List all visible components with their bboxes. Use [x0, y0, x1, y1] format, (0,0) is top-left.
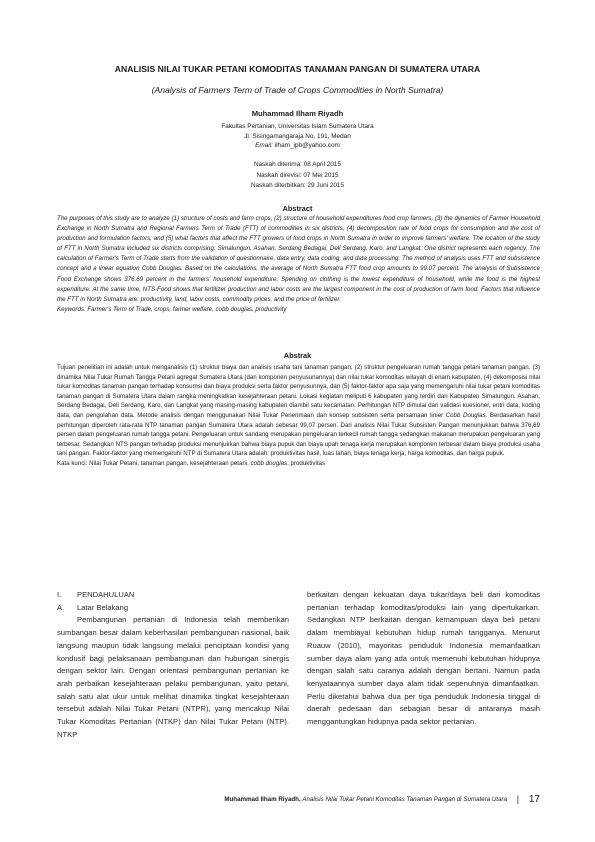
subsection-title: Latar Belakang — [77, 602, 129, 612]
abstract-id-body-2: Berdasarkan hasil perhitungan diperoleh rata-rata NTP tanaman pangan Sumatera Utara adalah sebesar 99,07 persen. Dari analisis Nilai Tukar Subsisten Pangan menunjukkan bahwa 376,69 persen dalam pengeluaran rumah tangga petani. Pengeluaran untuk sandang merupakan pengeluaran terkecil rumah tangga sedangkan makanan merupakan pengeluaran yang terbesar. Sedangkan NTS pangan terhadap produksi menunjukkan bahwa biaya pupuk dan biaya upah tenaga kerja merupakan komponen terbesar dalam biaya produksi usaha tani pangan. Faktor-faktor yang memengaruhi NTP di Sumatera Utara adalah: produktivitas hasil, luas lahan, biaya tenaga kerja, harga komoditas, dan harga pupuk. — [57, 411, 541, 458]
section-number: I. — [57, 590, 62, 599]
section-title: PENDAHULUAN — [77, 590, 135, 599]
keywords-end: , produktivitas — [287, 459, 326, 467]
abstract-en-keywords: Keywords: Farmer's Term of Trade, crops, farmer welfare, cobb douglas, productivity — [57, 305, 287, 313]
page-number: 17 — [528, 794, 540, 805]
paper-title: ANALISIS NILAI TUKAR PETANI KOMODITAS TANAMAN PANGAN DI SUMATERA UTARA — [114, 64, 481, 74]
date-revised: Naskah direvisi: 07 Mei 2015 — [256, 171, 339, 179]
keywords-italic: cobb douglas — [250, 459, 288, 467]
abstract-id-keywords — [57, 460, 325, 467]
abstract-id-heading: Abstrak — [283, 351, 312, 360]
abstract-id — [57, 363, 540, 469]
email-label: Email: — [255, 142, 273, 150]
affiliation-email — [40, 141, 555, 151]
paper-subtitle: (Analysis of Farmers Term of Trade of Crops Commodities in North Sumatra) — [151, 85, 444, 95]
body-paragraph-left: Pembangunan pertanian di Indonesia telah memberikan sumbangan besar dalam keberhasilan pembangunan nasional, baik langsung maupun tidak langsung melalui penciptaan kondisi yang kondusif bagi pelaksanaan pembangunan dan hubungan sinergis dengan sektor lain. Dengan orientasi pembangunan pertanian ke arah perbaikan kesejahteraan pelaku pembangunan, yaitu petani, salah satu alat ukur untuk melihat dinamika tingkat kesejahteraan tersebut adalah Nilai Tukar Petani (NTPR), yang mencakup Nilai Tukar Komoditas Pertanian (NTKP) dan Nilai Tukar Petani (NTP). NTKP — [57, 615, 289, 739]
email-address[interactable]: ilham_ipb@yahoo.com — [274, 142, 340, 150]
abstract-id-italic: Cobb Douglas. — [445, 411, 488, 419]
footer-title: Analisis Nilai Tukar Petani Komoditas Tanaman Pangan di Sumatera Utara — [302, 796, 508, 803]
page-footer — [40, 794, 540, 805]
footer-author: Muhammad Ilham Riyadh, — [224, 796, 301, 803]
subsection-heading — [57, 602, 289, 615]
column-right — [307, 589, 540, 729]
footer-separator: | — [516, 794, 520, 804]
body-paragraph-right: berkaitan dengan kekuatan daya tukar/daya beli dari komoditas pertanian terhadap komoditas/produksi lain yang dipertukarkan. Sedangkan NTP berkaitan dengan kemampuan daya beli petani dalam membiayai kebutuhan hidup rumah tangganya. Menurut Ruauw (2010), mayoritas penduduk Indonesia memanfaatkan sumber daya alam yang ada untuk memenuhi kebutuhan hidupnya dengan salah satu caranya adalah dengan bertani. Namun pada kenyataannya sumber daya alam tidak sepenuhnya dimanfaatkan. Perlu diketahui bahwa dua per tiga penduduk Indonesia tinggal di daerah pedesaan dan sebagian besar di antaranya masih menggantungkan hidupnya pada sektor pertanian. — [307, 590, 540, 727]
author-name: Muhammad Ilham Riyadh — [251, 109, 344, 118]
keywords-text: Kata kunci: Nilai Tukar Petani, tanaman pangan, kesejahteraan petani, — [57, 459, 249, 467]
manuscript-dates — [40, 160, 555, 192]
abstract-en — [57, 214, 540, 315]
affiliation — [40, 122, 555, 151]
affiliation-institution: Fakultas Pertanian, Universitas Islam Sumatera Utara — [221, 123, 374, 130]
date-published: Naskah diterbitkan: 29 Juni 2015 — [250, 182, 345, 189]
affiliation-address: Jl. Sisingamangaraja No. 191, Medan — [244, 132, 351, 140]
abstract-id-body: Tujuan penelitian ini adalah untuk menganalisis (1) struktur biaya dan analisis usaha tani tanaman pangan, (2) struktur pengeluaran rumah tangga petani tanaman pangan, (3) dinamika Nilai Tukar Rumah Tangga Petani agregat Sumatera Utara (dan komponen penyusunannya) dan nilai tukar komoditas wilayah di enam kabupaten, (4) dekomposisi nilai tukar komoditas tanaman pangan terhadap konsumsi dan biaya produksi serta faktor penyusunnya, dan (5) faktor-faktor apa saja yang memengaruhi nilai tukar petani komoditas tanaman pangan di Sumatera Utara dalam rangka meningkatkan kesejahteraan petani. Lokasi kegiatan meliputi 6 kabupaten yang terdiri dari Kabupaten Simalungun, Asahan, Serdang Bedagai, Deli Serdang, Karo, dan Langkat yang masing-masing kabupaten diambil satu kecamatan. Perhitungan NTP dimulai dari validasi kuesioner, entri data, koding data, dan pengolahan data. Metode analisis dengan menggunakan Nilai Tukar Penerimaan dan konsep subsisten serta persamaan linier — [57, 364, 540, 419]
abstract-en-body: The purposes of this study are to analyze (1) structure of costs and farm crops, (2) structure of household expenditures food crop farmers, (3) the dynamics of Farmer Household Exchange in North Sumatra and Regional Farmers Term of Trade (FTT) of commodities in six districts, (4) decomposition rate of food crops for consumption and the cost of production and formulation factors, and (5) what factors that affect the FTT growers of food crops in North Sumatra in order to improve farmers' welfare. The location of the study of FTT in North Sumatra included six districts comprising: Simalungun, Asahan, Serdang Bedagai, Deli Serdang, Karo, and Langkat. One district represents each regency. The calculation of Farmer's Term of Trade starts from the validation of questionnaire, data entry, data coding, and data processing. The method of analysis uses FTT and subsistence concept and a linear equation Cobb Douglas. Based on the calculations, the average of North Sumatra FTT food crop amounts to 99.07 percent. The analysis of Subsistence Food Exchange shows 376.69 percent in the farmers' household expenditure. Spending on clothing is the lowest expenditure of household, while the food is the highest expenditure. At the same time, NTS-Food shows that fertilizer production and labor costs are the largest component in the cost of production of farm food. Factors that influence the FTT in North Sumatra are: productivity, land, labor costs, commodity prices, and the price of fertilizer. — [57, 215, 540, 303]
subsection-number: A. — [57, 602, 65, 612]
abstract-en-heading: Abstract — [282, 204, 313, 213]
date-received: Naskah diterima: 08 April 2015 — [253, 161, 342, 168]
column-left — [57, 589, 289, 741]
section-heading — [57, 589, 289, 602]
